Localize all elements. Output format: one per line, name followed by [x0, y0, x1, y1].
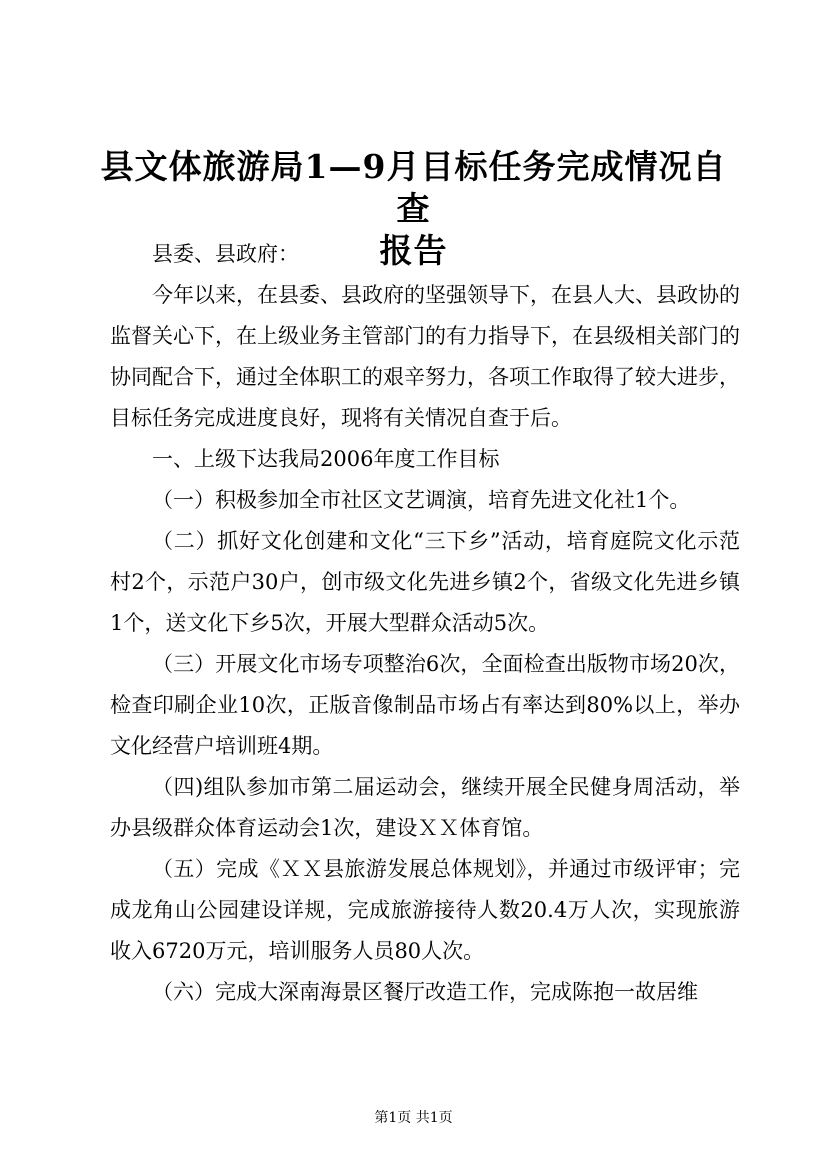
paragraph: （三）开展文化市场专项整治6次，全面检查出版物市场20次，检查印刷企业10次，正版音像制品市场占有率达到80%以上，举办文化经营户培训班4期。 — [110, 652, 740, 758]
page-number: 第1页 共1页 — [374, 1110, 453, 1126]
document-body — [110, 234, 740, 1013]
paragraph: （四)组队参加市第二届运动会，继续开展全民健身周活动，举办县级群众体育运动会1次，建设ＸＸ体育馆。 — [110, 775, 740, 840]
salutation: 县委、县政府： — [152, 242, 299, 266]
paragraph: （一）积极参加全市社区文艺调演，培育先进文化社1个。 — [152, 488, 691, 512]
title-line-1: 县文体旅游局1—9月目标任务完成情况自查 — [100, 147, 727, 228]
title-line-2: 报告 — [379, 231, 448, 270]
paragraph: （六）完成大深南海景区餐厅改造工作，完成陈抱一故居维 — [152, 980, 698, 1004]
paragraph: 今年以来，在县委、县政府的坚强领导下，在县人大、县政协的监督关心下，在上级业务主管部门的有力指导下，在县级相关部门的协同配合下，通过全体职工的艰辛努力，各项工作取得了较大进步，目标任务完成进度良好，现将有关情况自查于后。 — [110, 283, 740, 430]
paragraph: 一、上级下达我局2006年度工作目标 — [152, 447, 500, 471]
paragraph: （二）抓好文化创建和文化“三下乡”活动，培育庭院文化示范村2个，示范户30户，创市级文化先进乡镇2个，省级文化先进乡镇1个，送文化下乡5次，开展大型群众活动5次。 — [110, 529, 740, 635]
paragraph: （五）完成《ＸＸ县旅游发展总体规划》，并通过市级评审；完成龙角山公园建设详规，完成旅游接待人数20.4万人次，实现旅游收入6720万元，培训服务人员80人次。 — [110, 857, 740, 963]
page-footer — [0, 1108, 827, 1128]
